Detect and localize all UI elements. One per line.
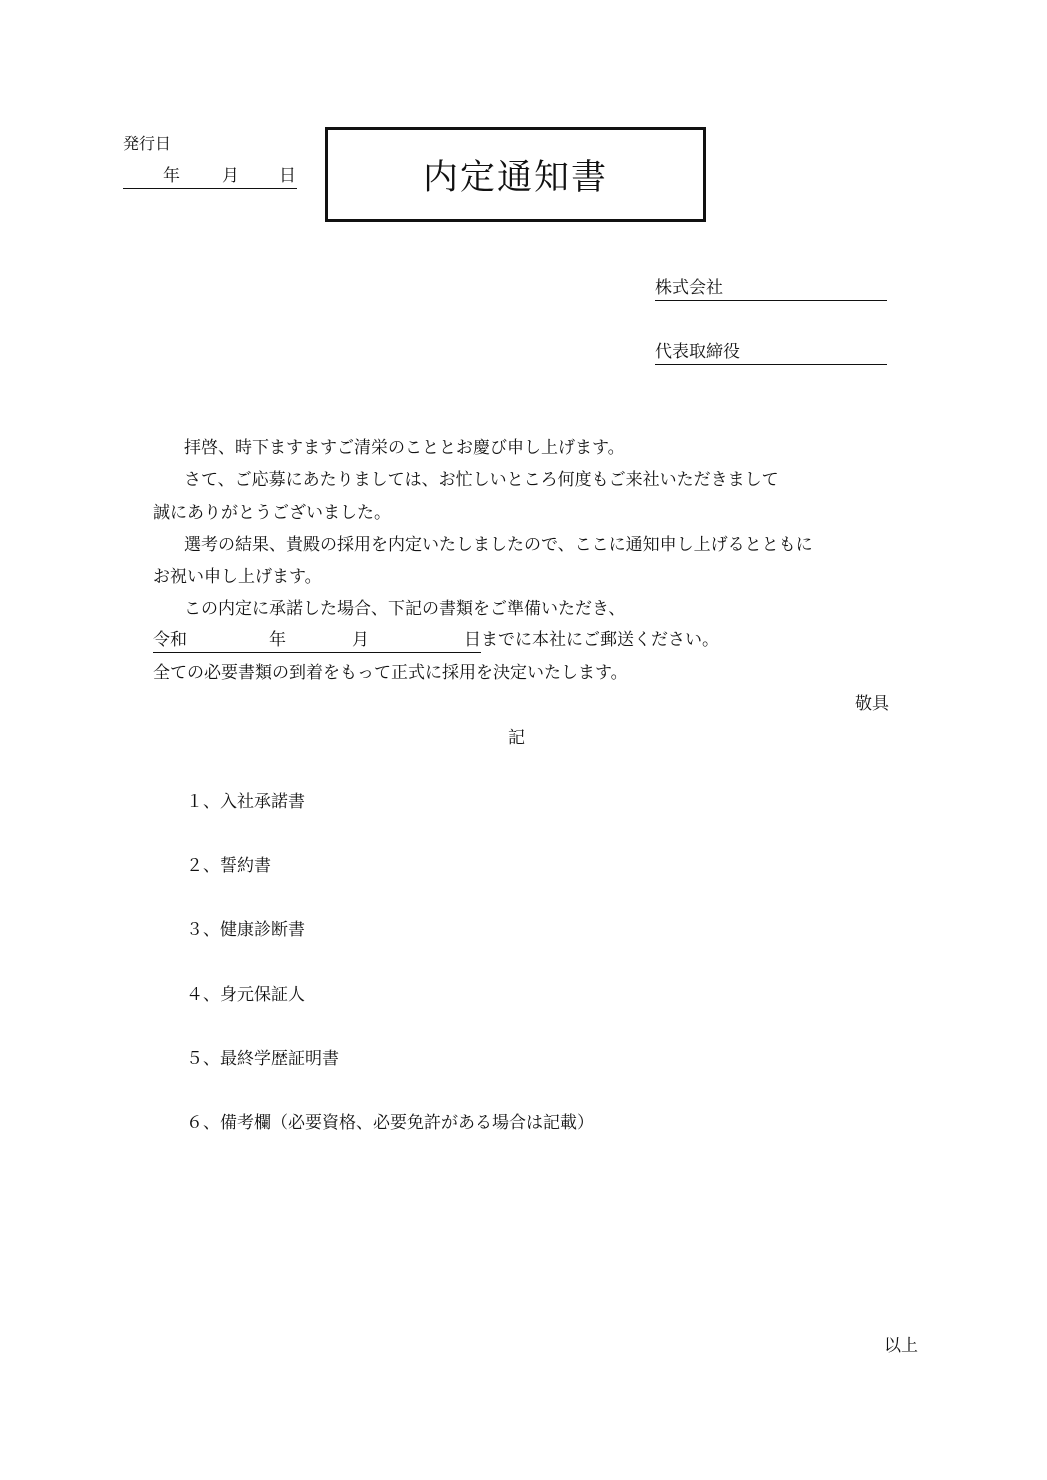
list-item: ２、誓約書 — [186, 856, 271, 876]
list-item: ５、最終学歴証明書 — [186, 1049, 339, 1069]
greeting-line: 拝啓、時下ますますご清栄のこととお慶び申し上げます。 — [184, 438, 625, 458]
issue-month-label: 月 — [222, 166, 239, 186]
list-item: ３、健康診断書 — [186, 920, 305, 940]
issue-day-label: 日 — [279, 166, 296, 186]
deadline-text: までに本社にご郵送ください。 — [481, 630, 719, 650]
ki-heading: 記 — [508, 728, 525, 748]
issue-date-label: 発行日 — [123, 134, 172, 153]
closing-keigu: 敬具 — [855, 694, 889, 714]
deadline-month-label: 月 — [352, 630, 369, 650]
deadline-date-field[interactable] — [153, 628, 481, 653]
body-line-3a: 選考の結果、貴殿の採用を内定いたしましたので、ここに通知申し上げるとともに — [184, 535, 813, 555]
body-line-3b: お祝い申し上げます。 — [153, 567, 322, 587]
deadline-day-label: 日 — [464, 630, 481, 650]
body-line-2a: さて、ご応募にあたりましては、お忙しいところ何度もご来社いただきまして — [184, 470, 779, 490]
list-item: ４、身元保証人 — [186, 985, 305, 1005]
list-item: １、入社承諾書 — [186, 792, 305, 812]
company-name-field[interactable]: 株式会社 — [655, 276, 887, 301]
body-line-4a: この内定に承諾した場合、下記の書類をご準備いただき、 — [184, 599, 626, 619]
title-box — [325, 127, 706, 222]
list-item: ６、備考欄（必要資格、必要免許がある場合は記載） — [186, 1113, 594, 1133]
issue-date-field[interactable] — [123, 164, 297, 189]
deadline-year-label: 年 — [269, 630, 286, 650]
end-mark: 以上 — [884, 1336, 918, 1356]
document-title: 内定通知書 — [422, 157, 608, 198]
body-line-5: 全ての必要書類の到着をもって正式に採用を決定いたします。 — [153, 663, 628, 683]
representative-field[interactable]: 代表取締役 — [655, 340, 887, 365]
body-line-2b: 誠にありがとうございました。 — [153, 503, 391, 523]
deadline-era-label: 令和 — [153, 630, 187, 650]
issue-year-label: 年 — [163, 166, 180, 186]
